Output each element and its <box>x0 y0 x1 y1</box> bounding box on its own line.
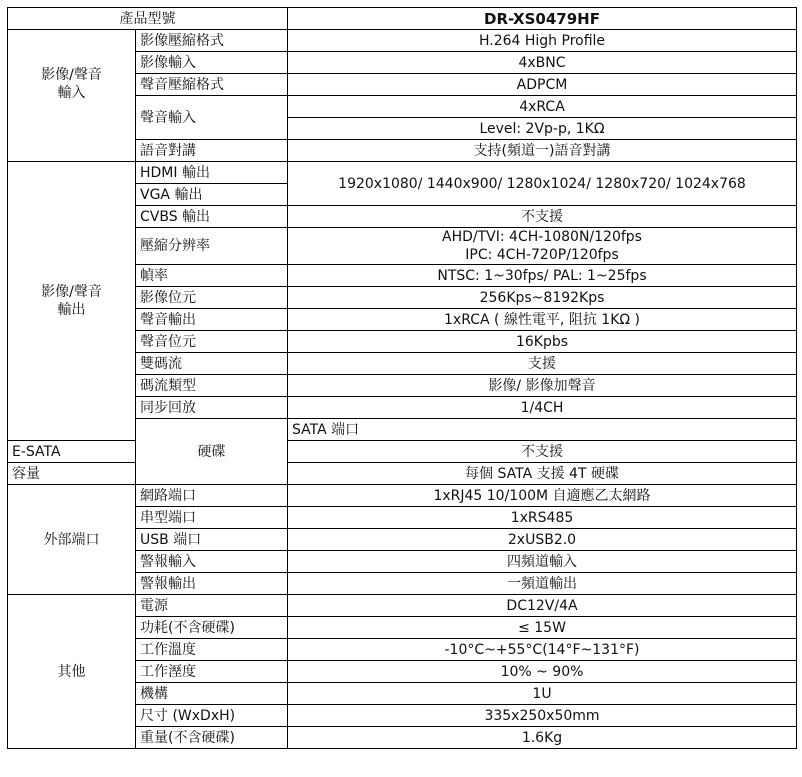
table-row <box>8 595 797 617</box>
row-value: 16Kpbs <box>288 331 797 353</box>
row-value: 1xRCA ( 線性電平, 阻抗 1KΩ ) <box>288 309 797 331</box>
row-value: 1.6Kg <box>288 727 797 749</box>
row-label: 聲音壓縮格式 <box>136 74 288 96</box>
table-row <box>8 485 797 507</box>
row-label: 重量(不含硬碟) <box>136 727 288 749</box>
row-label: E-SATA <box>8 441 136 463</box>
section-title-line: 輸出 <box>57 302 86 318</box>
row-label: 聲音位元 <box>136 331 288 353</box>
row-value: 一頻道輸出 <box>288 573 797 595</box>
row-value: 支援 <box>288 353 797 375</box>
row-label: 影像輸入 <box>136 52 288 74</box>
section-title-external-ports: 外部端口 <box>8 485 136 595</box>
row-value: 影像/ 影像加聲音 <box>288 375 797 397</box>
row-label: USB 端口 <box>136 529 288 551</box>
row-label: 聲音輸出 <box>136 309 288 331</box>
table-row-model <box>8 8 797 30</box>
row-label: 工作溫度 <box>136 639 288 661</box>
section-title-av-output <box>8 162 136 441</box>
row-label: 尺寸 (WxDxH) <box>136 705 288 727</box>
row-value: 不支援 <box>288 206 797 228</box>
section-title-hdd: 硬碟 <box>136 419 288 485</box>
section-title-line: 影像/聲音 <box>41 284 102 300</box>
row-label: 影像壓縮格式 <box>136 30 288 52</box>
section-title-line: 輸入 <box>57 85 86 101</box>
row-value: NTSC: 1~30fps/ PAL: 1~25fps <box>288 265 797 287</box>
row-value: 1920x1080/ 1440x900/ 1280x1024/ 1280x720/ 1024x768 <box>288 162 797 206</box>
row-value: 10% ~ 90% <box>288 661 797 683</box>
row-value: 支持(頻道一)語音對講 <box>288 140 797 162</box>
row-label: 雙碼流 <box>136 353 288 375</box>
row-label: 壓縮分辨率 <box>136 228 288 265</box>
row-value: H.264 High Profile <box>288 30 797 52</box>
table-row <box>8 463 797 485</box>
row-value: 256Kps~8192Kps <box>288 287 797 309</box>
row-label: 語音對講 <box>136 140 288 162</box>
row-label: 機構 <box>136 683 288 705</box>
row-label: 電源 <box>136 595 288 617</box>
row-label: 聲音輸入 <box>136 96 288 140</box>
row-value: 不支援 <box>288 441 797 463</box>
row-label: 警報輸出 <box>136 573 288 595</box>
spec-table <box>7 7 797 749</box>
table-row <box>8 162 797 184</box>
row-label: 工作溼度 <box>136 661 288 683</box>
row-value: 2xUSB2.0 <box>288 529 797 551</box>
row-value: Level: 2Vp-p, 1KΩ <box>288 118 797 140</box>
row-label: 容量 <box>8 463 136 485</box>
row-value: ≤ 15W <box>288 617 797 639</box>
row-value: 1/4CH <box>288 397 797 419</box>
row-value-line: IPC: 4CH-720P/120fps <box>465 247 619 263</box>
row-label: 影像位元 <box>136 287 288 309</box>
section-title-line: 影像/聲音 <box>41 67 102 83</box>
row-label: 警報輸入 <box>136 551 288 573</box>
row-value: ADPCM <box>288 74 797 96</box>
row-label: 網路端口 <box>136 485 288 507</box>
row-value: -10°C~+55°C(14°F~131°F) <box>288 639 797 661</box>
table-row <box>8 30 797 52</box>
row-value: 每個 SATA 支援 4T 硬碟 <box>288 463 797 485</box>
section-title-other: 其他 <box>8 595 136 749</box>
row-label: 同步回放 <box>136 397 288 419</box>
row-label: 串型端口 <box>136 507 288 529</box>
table-row <box>8 441 797 463</box>
row-label: VGA 輸出 <box>136 184 288 206</box>
model-value: DR-XS0479HF <box>288 8 797 30</box>
row-value: 四頻道輸入 <box>288 551 797 573</box>
row-value: 4xBNC <box>288 52 797 74</box>
row-value: 1U <box>288 683 797 705</box>
row-value: 335x250x50mm <box>288 705 797 727</box>
row-label: 功耗(不含硬碟) <box>136 617 288 639</box>
model-label: 產品型號 <box>8 8 288 30</box>
row-value: 1xRJ45 10/100M 自適應乙太網路 <box>288 485 797 507</box>
row-label: HDMI 輸出 <box>136 162 288 184</box>
row-label: SATA 端口 <box>288 419 797 441</box>
row-label: CVBS 輸出 <box>136 206 288 228</box>
row-value: 1xRS485 <box>288 507 797 529</box>
row-value-line: AHD/TVI: 4CH-1080N/120fps <box>442 229 642 245</box>
row-value: 4xRCA <box>288 96 797 118</box>
section-title-av-input <box>8 30 136 162</box>
row-label: 幀率 <box>136 265 288 287</box>
row-label: 碼流類型 <box>136 375 288 397</box>
row-value <box>288 228 797 265</box>
row-value: DC12V/4A <box>288 595 797 617</box>
